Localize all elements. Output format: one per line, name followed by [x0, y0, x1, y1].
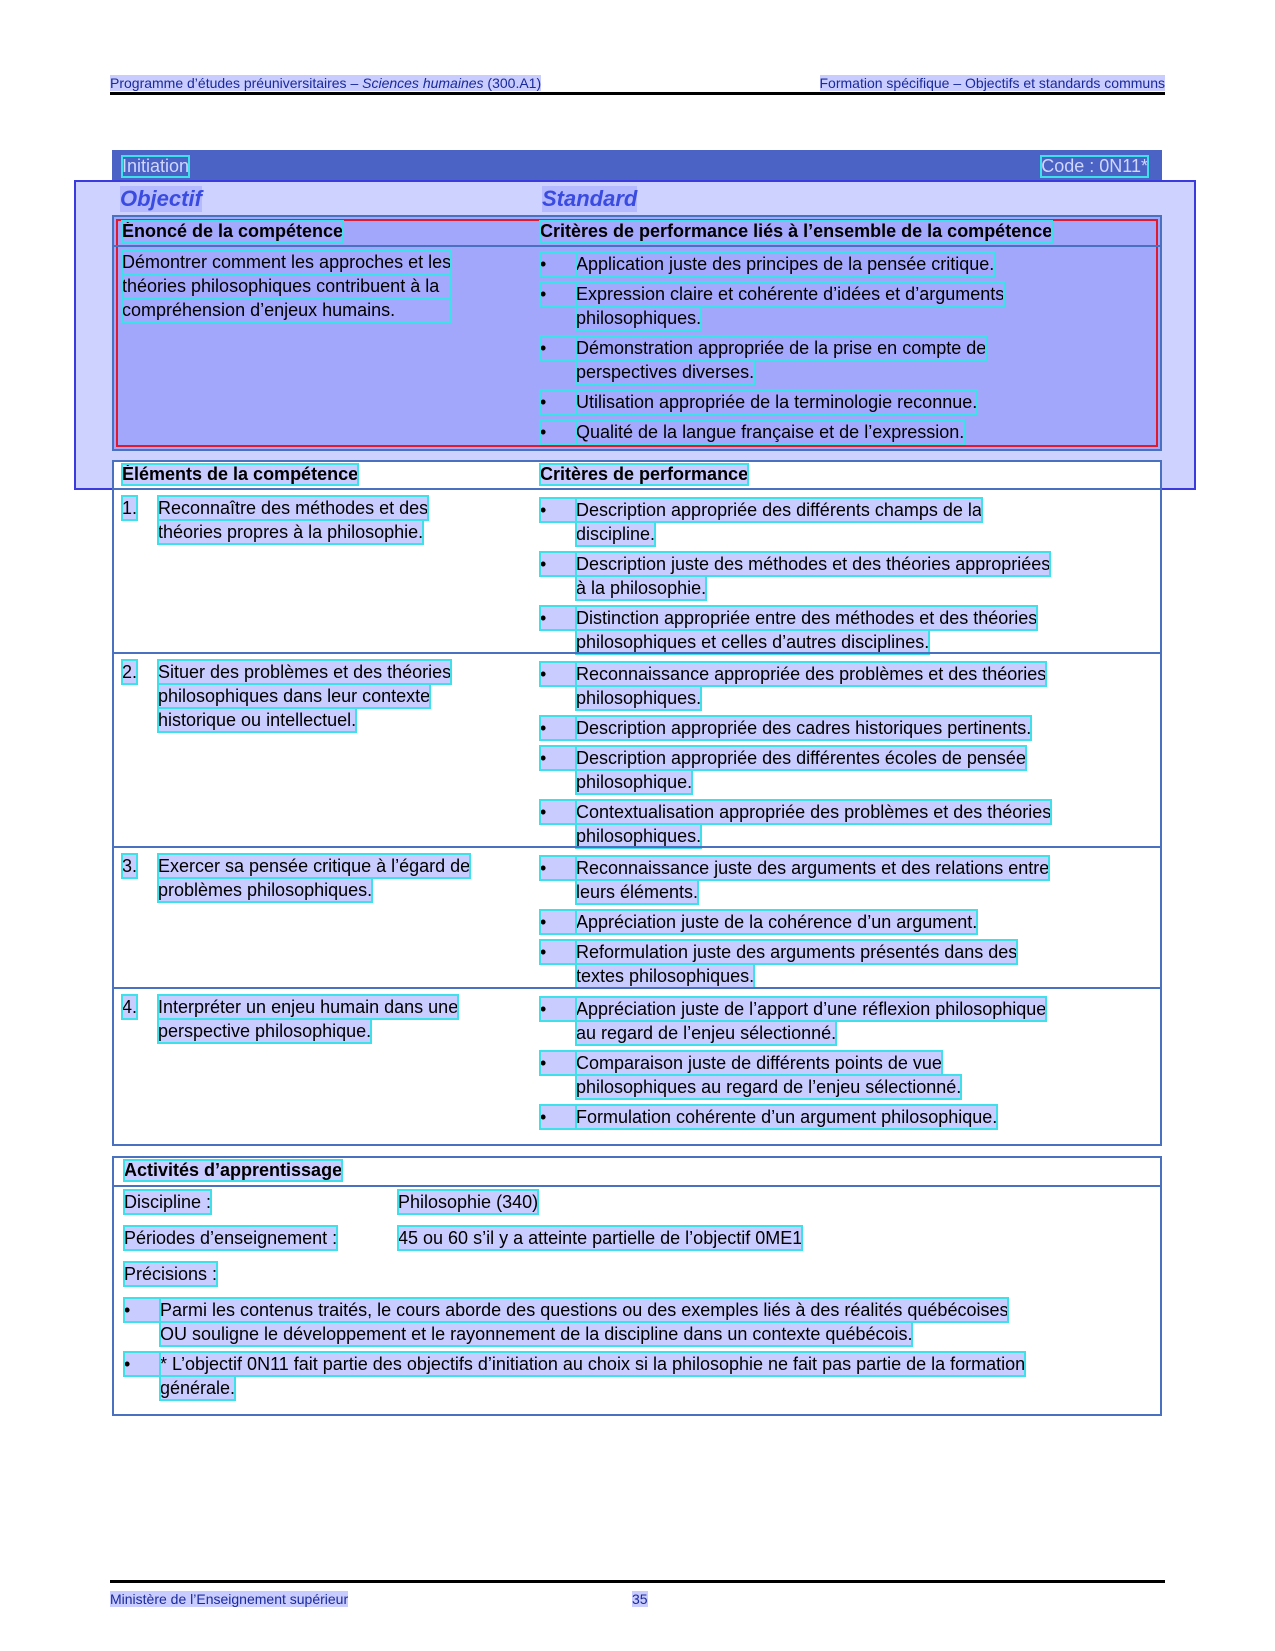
criterion [540, 336, 1140, 384]
level-title: Initiation [122, 156, 190, 176]
discipline-label: Discipline : [124, 1192, 212, 1212]
criterion-text [576, 498, 982, 546]
criterion-line: Expression claire et cohérente d’idées et d’arguments [576, 284, 1005, 304]
bullet-icon: • [540, 716, 576, 740]
criterion-line: discipline. [576, 524, 656, 544]
criterion-text [576, 1051, 961, 1099]
element-line: théories propres à la philosophie. [158, 522, 424, 542]
criterion [540, 552, 1140, 600]
criterion [540, 1051, 1140, 1099]
periodes-label: Périodes d’enseignement : [124, 1228, 338, 1248]
criterion-line: Démonstration appropriée de la prise en compte de [576, 338, 987, 358]
criterion [540, 800, 1140, 848]
element-line: Situer des problèmes et des théories [158, 662, 452, 682]
criterion-text [576, 336, 986, 384]
criterion-line: Description appropriée des différentes écoles de pensée [576, 748, 1026, 768]
element-line: problèmes philosophiques. [158, 880, 373, 900]
enonce-header-divider [114, 245, 1160, 247]
criterion-line: au regard de l’enjeu sélectionné. [576, 1023, 837, 1043]
periodes-value: 45 ou 60 s’il y a atteinte partielle de l’objectif 0ME1 [398, 1228, 803, 1248]
criterion-text [576, 552, 1050, 600]
criterion [540, 606, 1140, 654]
criterion [540, 746, 1140, 794]
criterion-line: Description appropriée des cadres historiques pertinents. [576, 718, 1032, 738]
bullet-icon: • [540, 606, 576, 630]
bullet-icon: • [124, 1298, 160, 1322]
element-divider [112, 652, 1162, 654]
header-program: Programme d’études préuniversitaires – Sciences humaines (300.A1) [110, 75, 542, 91]
enonce-line: Démontrer comment les approches et les [122, 252, 452, 272]
criterion-line: Contextualisation appropriée des problèmes et des théories [576, 802, 1052, 822]
elements-criteria-header: Critères de performance [540, 464, 749, 484]
bullet-icon: • [540, 910, 576, 934]
bullet-icon: • [540, 498, 576, 522]
enonce-line: théories philosophiques contribuent à la [122, 274, 451, 298]
bullet-icon: • [540, 390, 576, 414]
criterion-text [576, 940, 1017, 988]
criterion [540, 282, 1140, 330]
criterion-line: philosophiques et celles d’autres disciplines. [576, 632, 930, 652]
bullet-icon: • [540, 997, 576, 1021]
bullet-icon: • [540, 1051, 576, 1075]
criterion [540, 940, 1140, 988]
bullet-icon: • [540, 940, 576, 964]
standard-heading: Standard [542, 186, 638, 211]
element-number: 2. [122, 662, 138, 682]
enonce-header: Énoncé de la compétence [122, 221, 344, 241]
enonce-line: compréhension d’enjeux humains. [122, 298, 451, 322]
criterion-line: philosophiques. [576, 826, 702, 846]
element-text [158, 496, 428, 544]
element-line: Reconnaître des méthodes et des [158, 498, 429, 518]
criterion-line: textes philosophiques. [576, 966, 755, 986]
criterion-text [576, 606, 1037, 654]
element-line: perspective philosophique. [158, 1021, 372, 1041]
criterion-line: Appréciation juste de l’apport d’une réflexion philosophique [576, 999, 1047, 1019]
elements-header: Éléments de la compétence [122, 464, 359, 484]
element-text [158, 660, 451, 732]
criterion-text [576, 252, 994, 276]
bullet-icon: • [540, 1105, 576, 1129]
enonce-criteria-header: Critères de performance liés à l’ensemble de la compétence [540, 221, 1053, 241]
element-number: 4. [122, 997, 138, 1017]
element-text [158, 995, 458, 1043]
bullet-icon: • [124, 1352, 160, 1376]
criterion-text [576, 282, 1004, 330]
criterion-line: Reconnaissance appropriée des problèmes et des théories [576, 664, 1047, 684]
bullet-icon: • [540, 662, 576, 686]
criterion [540, 1105, 1140, 1129]
title-bar [112, 150, 1162, 180]
criterion-text [576, 856, 1049, 904]
criterion-line: Description juste des méthodes et des théories appropriées [576, 554, 1051, 574]
criterion-line: philosophiques. [576, 308, 702, 328]
criterion-line: philosophiques. [576, 688, 702, 708]
criterion [540, 716, 1140, 740]
discipline-value: Philosophie (340) [398, 1192, 539, 1212]
enonce-text [122, 250, 451, 322]
element-line: philosophiques dans leur contexte [158, 686, 431, 706]
criterion [540, 498, 1140, 546]
criterion [540, 910, 1140, 934]
criterion-text [160, 1298, 1008, 1346]
bullet-icon: • [540, 282, 576, 306]
criterion-line: Comparaison juste de différents points de vue [576, 1053, 942, 1073]
criterion-line: générale. [160, 1378, 236, 1398]
element-divider [112, 987, 1162, 989]
criterion-line: Reformulation juste des arguments présentés dans des [576, 942, 1018, 962]
criterion-line: Utilisation appropriée de la terminologie reconnue. [576, 392, 978, 412]
criterion-line: philosophiques au regard de l’enjeu sélectionné. [576, 1077, 962, 1097]
page-number: 35 [632, 1591, 648, 1607]
criterion [124, 1352, 1144, 1400]
criterion-text [576, 662, 1046, 710]
criterion-line: Appréciation juste de la cohérence d’un argument. [576, 912, 978, 932]
criterion-line: OU souligne le développement et le rayonnement de la discipline dans un contexte québécois. [160, 1324, 913, 1344]
course-code: Code : 0N11* [1041, 156, 1148, 176]
element-number: 3. [122, 856, 138, 876]
criterion-line: à la philosophie. [576, 578, 707, 598]
activites-divider [112, 1185, 1162, 1187]
criterion-line: Description appropriée des différents champs de la [576, 500, 982, 520]
criterion-line: Distinction appropriée entre des méthodes et des théories [576, 608, 1038, 628]
criterion-text [576, 390, 977, 414]
criterion-text [576, 716, 1031, 740]
bullet-icon: • [540, 420, 576, 444]
element-divider [112, 846, 1162, 848]
criterion [540, 252, 1140, 276]
criterion [124, 1298, 1144, 1346]
criterion [540, 420, 1140, 444]
element-number: 1. [122, 498, 138, 518]
bullet-icon: • [540, 856, 576, 880]
bullet-icon: • [540, 800, 576, 824]
criterion [540, 856, 1140, 904]
element-text [158, 854, 470, 902]
footer-ministry: Ministère de l’Enseignement supérieur [110, 1591, 349, 1607]
criterion-text [576, 420, 964, 444]
criterion-text [576, 746, 1026, 794]
activites-title: Activités d’apprentissage [124, 1160, 343, 1180]
criterion-line: Parmi les contenus traités, le cours aborde des questions ou des exemples liés à des réalités québécoises [160, 1300, 1009, 1320]
page-header [110, 76, 1165, 95]
objectif-heading: Objectif [120, 186, 202, 211]
bullet-icon: • [540, 336, 576, 360]
criterion-line: leurs éléments. [576, 882, 699, 902]
bullet-icon: • [540, 552, 576, 576]
criterion-text [576, 997, 1046, 1045]
criterion-line: philosophique. [576, 772, 693, 792]
bullet-icon: • [540, 746, 576, 770]
criterion-line: Formulation cohérente d’un argument philosophique. [576, 1107, 998, 1127]
elements-header-divider [112, 488, 1162, 490]
criterion-line: Reconnaissance juste des arguments et des relations entre [576, 858, 1050, 878]
criterion-text [576, 1105, 997, 1129]
page-footer [110, 1580, 1165, 1607]
criterion [540, 662, 1140, 710]
criterion-text [576, 800, 1051, 848]
bullet-icon: • [540, 252, 576, 276]
criterion [540, 997, 1140, 1045]
header-section: Formation spécifique – Objectifs et standards communs [819, 75, 1165, 91]
element-line: historique ou intellectuel. [158, 710, 357, 730]
criterion-line: * L’objectif 0N11 fait partie des objectifs d’initiation au choix si la philosophie ne fait pas partie de la formation [160, 1354, 1026, 1374]
precisions-label: Précisions : [124, 1264, 218, 1284]
criterion-line: Application juste des principes de la pensée critique. [576, 254, 995, 274]
element-line: Interpréter un enjeu humain dans une [158, 997, 459, 1017]
criterion [540, 390, 1140, 414]
element-line: Exercer sa pensée critique à l’égard de [158, 856, 471, 876]
criterion-line: perspectives diverses. [576, 362, 755, 382]
criterion-line: Qualité de la langue française et de l’expression. [576, 422, 965, 442]
criterion-text [576, 910, 977, 934]
criterion-text [160, 1352, 1025, 1400]
